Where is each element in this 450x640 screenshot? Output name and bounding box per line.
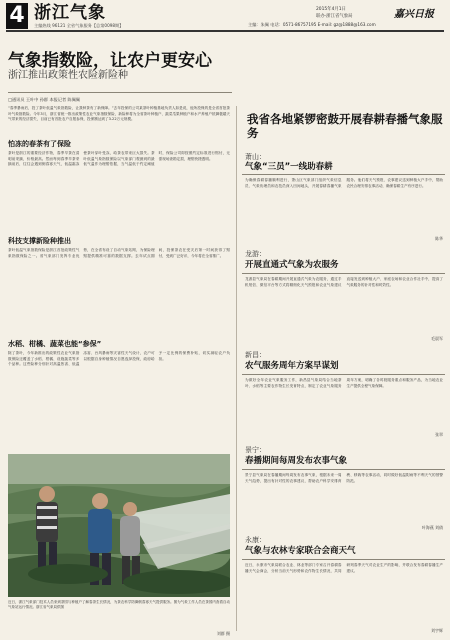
byline: □通讯员 王叶中 孙群 本报记者 陈佩佩 bbox=[8, 97, 81, 102]
item-headline: 春播期间每周发布农事气象 bbox=[245, 456, 348, 466]
item-author: 叶海燕 刘倩 bbox=[421, 525, 443, 530]
location-label: 景宁： bbox=[245, 446, 266, 454]
item-author: 刘宇辉 bbox=[431, 628, 443, 633]
section-heading-tech-support: 科技支撑新险种推出 bbox=[8, 237, 71, 245]
item-headline: 气象“三员”一线助春耕 bbox=[245, 162, 333, 172]
photo-credit: 刘群 摄 bbox=[216, 631, 230, 636]
masthead-divider bbox=[6, 30, 444, 32]
contact-info: 主编：朱佩 电话：0571-86757195 E-mail: gz@1888@163.com bbox=[248, 22, 376, 27]
issue-date: 2015年4月1日 bbox=[316, 7, 346, 12]
location-label: 龙游： bbox=[245, 250, 266, 258]
section-title: 浙江气象 bbox=[34, 3, 106, 23]
item-body: 近日，永康市气象局联合农业、林业等部门专家召开春耕春播天气会商会，分析当前天气形势和农作物生长情况，共同研判春季天气对农业生产的影响，并联合发布春耕春播生产建议。 bbox=[245, 563, 443, 573]
co-organizer: 联办·浙江省气象局 bbox=[316, 14, 353, 19]
main-headline: 气象指数险，让农户更安心 bbox=[8, 51, 212, 71]
item-divider bbox=[242, 273, 445, 274]
item-body: 为做好全年农业气象服务工作，新昌县气象局结合当地茶叶、水稻等主要农作物生长发育特点，制定了农业气象服务周年方案，明确了各时段服务重点和服务产品，为当地农业生产提供全程气象保障。 bbox=[245, 378, 443, 388]
item-divider bbox=[242, 174, 445, 175]
section-heading-more-crops: 水稻、柑橘、蔬菜也能“参保” bbox=[8, 340, 102, 348]
item-headline: 农气服务周年方案早谋划 bbox=[245, 361, 339, 371]
photo-illustration bbox=[8, 454, 230, 597]
lead-paragraph: “春季暴雨后，投了茶叶低温气象指数险，让我种茶有了新保障。”去年投保的公司某茶叶种植基地负责人如是说，他所投保的是全省首批茶叶气象指数险。今年3月，浙江省统一推出政策性农业气象指数保险，新险种将为全省茶叶种植户、蔬菜瓜果种植户和水产养殖户抵御极端天气带来的经济损失，目前已有首批农户自愿参保，投保额达到了3.22万元规模。 bbox=[8, 106, 230, 122]
byline-divider bbox=[8, 92, 232, 93]
newspaper-logo: 嘉兴日报 bbox=[394, 9, 434, 20]
section-heading-tea-insurance: 怕冻的春茶有了保险 bbox=[8, 140, 71, 148]
page-number: 4 bbox=[6, 3, 28, 29]
item-divider bbox=[242, 374, 445, 375]
location-label: 永康： bbox=[245, 536, 266, 544]
tea-garden-photo bbox=[8, 454, 230, 597]
item-author: 毛晨军 bbox=[431, 336, 443, 341]
column-divider bbox=[236, 106, 237, 631]
section-body-tea-insurance: 茶叶是浙江的重要经济作物，春季早茶在清明前采摘，价格最高。然而每到春季早茶采摘前后，往往会遇到倒春寒天气，低温霜冻使茶叶芽叶受冻，给茶农带来巨大损失。茶叶低温气象指数保险以气象部门观测到的最低气温作为理赔依据，当气温低于约定阈值时，保险公司即按照约定标准进行赔付，无需现场查勘定损，理赔快捷透明。 bbox=[8, 151, 230, 167]
section-body-more-crops: 除了茶叶，今年新推出的政策性农业气象指数保险还覆盖了水稻、柑橘、设施蔬菜等多个品种。这些险种分别针对高温热害、低温冻害、台风暴雨等灾害性天气设计，农户可以根据自身种植情况自愿选择投保，政府给予一定比例的保费补贴，切实减轻农户负担。 bbox=[8, 351, 230, 367]
item-headline: 气象与农林专家联合会商天气 bbox=[245, 546, 356, 556]
location-label: 萧山： bbox=[245, 153, 266, 161]
item-body: 龙游县气象局在春耕期间开展直通式气象为农服务，通过手机短信、微信平台等方式将精细化天气预报和农业气象建议直接发送到种植大户、家庭农场和农业合作社手中，提高了气象服务的针对性和时效性。 bbox=[245, 277, 443, 287]
hotline-text: 主编热线 96121 全省气象服务【总第0098期】 bbox=[34, 23, 124, 28]
item-author: 张翠 bbox=[435, 432, 443, 437]
item-headline: 开展直通式气象为农服务 bbox=[245, 260, 339, 270]
section-body-tech-support: 茶叶低温气象指数保险是浙江首批政策性气象指数保险之一。省气象部门发挥专业优势，在全省布设了自动气象站网，为保险理赔提供精准可靠的数据支撑。去年试点期间，投保茶农在受灾后第一时间获得了赔付，受到广泛好评，今年将在全省推广。 bbox=[8, 248, 230, 258]
photo-caption: 近日，浙江气象部门技术人员来到茶园与种植户了解春茶生长情况，为茶农科学防御倒春寒天气提供服务。图为气象工作人员在茶园内查看自动气象站运行情况。浙江省气象局供图 bbox=[8, 600, 230, 610]
location-label: 新昌： bbox=[245, 351, 266, 359]
feature-headline: 我省各地紧锣密鼓开展春耕春播气象服务 bbox=[247, 112, 443, 140]
item-body: 为确保春耕春播顺利进行，萧山区气象部门组织气象信息员、气象协理员和农技员深入田间地头，开展春耕春播气象服务。他们将天气预报、农事建议送到种植大户手中，帮助农民合理安排农事活动，确保春耕生产有序进行。 bbox=[245, 178, 443, 188]
item-body: 景宁县气象局在春播期间每周发布农事气象，根据未来一周天气趋势，提出有针对性的农事建议，帮助农户科学安排育秧、移栽等农事活动，同时做好低温阴雨等不利天气的预警防范。 bbox=[245, 473, 443, 483]
item-divider bbox=[242, 559, 445, 560]
item-author: 陈华 bbox=[435, 236, 443, 241]
item-divider bbox=[242, 469, 445, 470]
main-subheadline: 浙江推出政策性农险新险种 bbox=[8, 70, 128, 81]
